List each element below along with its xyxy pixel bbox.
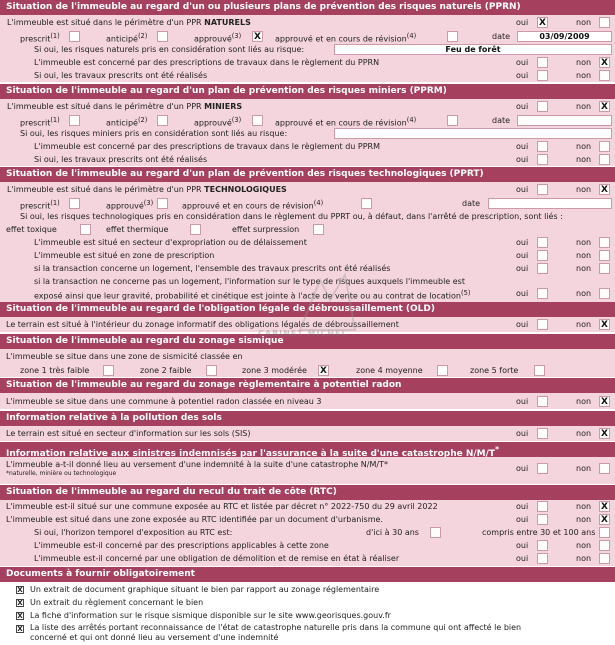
pprt-q2: Si oui, les risques technologiques pris en considération dans le règlement du PPRT ou, à défaut, dans l'arrêté de prescription, sont liés : (20, 212, 563, 221)
pprt-q4-oui-box[interactable] (537, 250, 548, 261)
pprt-q3-non-box[interactable] (599, 237, 610, 248)
rtc-h2-box[interactable] (599, 527, 610, 538)
pprm-prescrit-box[interactable] (69, 115, 80, 126)
pprt-effet-surpression-label: effet surpression (232, 225, 300, 234)
catnat-header (0, 442, 615, 457)
pprn-q3-non-box[interactable]: X (599, 57, 610, 68)
pprt-revision-label: approuvé et en cours de révision$^{(4)}$ (182, 199, 324, 211)
pprt-q4-oui-label: oui (516, 251, 529, 260)
pprm-q1-oui-box[interactable] (537, 101, 548, 112)
rtc-q2-oui-label: oui (516, 515, 529, 524)
pprn-q1-non-label: non (576, 18, 592, 27)
pprt-date-label: date (462, 199, 481, 208)
pprm-anticipe-label: anticipé$^{(2)}$ (106, 116, 148, 128)
pprt-title: Situation de l'immeuble au regard d'un plan de prévention des risques technologiques (PPRT) (6, 169, 484, 179)
pprt-date-field[interactable] (488, 198, 612, 209)
pprn-prescrit-box[interactable] (69, 31, 80, 42)
rtc-q5: L'immeuble est-il concerné par une obligation de démolition et de remise en état à réaliser (34, 554, 400, 563)
catnat-q1: L'immeuble a-t-il donné lieu au versement d'une indemnité à la suite d'une catastrophe N/M/T* (6, 460, 388, 469)
pprn-q4-non-label: non (576, 71, 592, 80)
sis-title: Information relative à la pollution des sols (6, 413, 222, 423)
pprn-q3: L'immeuble est concerné par des prescriptions de travaux dans le règlement du PPRN (34, 58, 380, 67)
pprt-q1: L'immeuble est situé dans le périmètre d'un PPR TECHNOLOGIQUES (7, 185, 287, 194)
sis-q1-non-label: non (576, 429, 592, 438)
pprm-approuve-box[interactable] (252, 115, 263, 126)
pprm-q1-non-box[interactable]: X (599, 101, 610, 112)
pprt-approuve-box[interactable] (157, 198, 168, 209)
pprn-approuve-label: approuvé$^{(3)}$ (194, 32, 242, 44)
catnat-q1-note: *naturelle, minière ou technologique (6, 470, 117, 477)
pprm-q4-non-box[interactable] (599, 154, 610, 165)
pprm-q4-oui-box[interactable] (537, 154, 548, 165)
catnat-q1-non-label: non (576, 464, 592, 473)
rtc-q4-non-box[interactable] (599, 540, 610, 551)
sismicite-z4-box[interactable] (437, 365, 448, 376)
radon-title: Situation de l'immeuble au regard du zonage règlementaire à potentiel radon (6, 380, 402, 390)
pprn-q3-oui-label: oui (516, 58, 529, 67)
pprt-q6-non-box[interactable] (599, 288, 610, 299)
pprt-q5-non-box[interactable] (599, 263, 610, 274)
doc-4-label: La liste des arrêtés portant reconnaissance de l'état de catastrophe naturelle pris dans la commune qui ont affecté le bien (30, 623, 522, 632)
rtc-q5-non-box[interactable] (599, 553, 610, 564)
pprn-q4-non-box[interactable] (599, 70, 610, 81)
pprt-effet-surpression-box[interactable] (313, 224, 324, 235)
pprt-effet-toxique-box[interactable] (80, 224, 91, 235)
pprt-q1-oui-label: oui (516, 185, 529, 194)
pprm-anticipe-box[interactable] (157, 115, 168, 126)
pprm-prescrit-label: prescrit$^{(1)}$ (20, 116, 60, 128)
pprm-title: Situation de l'immeuble au regard d'un plan de prévention des risques miniers (PPRM) (6, 86, 447, 96)
pprt-q1-oui-box[interactable] (537, 184, 548, 195)
sismicite-z3-box[interactable]: X (318, 365, 329, 376)
rtc-q3: Si oui, l'horizon temporel d'exposition au RTC est: (34, 528, 233, 537)
pprt-q6a: si la transaction ne concerne pas un logement, l'information sur le type de risques auxquels l'immeuble est (34, 277, 465, 286)
docs-header (0, 567, 615, 582)
pprt-q4-non-box[interactable] (599, 250, 610, 261)
pprn-q4: Si oui, les travaux prescrits ont été réalisés (34, 71, 208, 80)
pprm-q3-non-label: non (576, 142, 592, 151)
pprm-date-label: date (492, 116, 511, 125)
doc-1-label: Un extrait de document graphique situant le bien par rapport au zonage réglementaire (30, 585, 380, 594)
old-q1-non-box[interactable]: X (599, 319, 610, 330)
pprt-effet-toxique-label: effet toxique (6, 225, 57, 234)
pprt-q4-non-label: non (576, 251, 592, 260)
pprm-q2: Si oui, les risques miniers pris en considération sont liés au risque: (20, 129, 288, 138)
pprn-q3-non-label: non (576, 58, 592, 67)
pprn-approuve-box[interactable]: X (252, 31, 263, 42)
pprn-prescrit-label: prescrit$^{(1)}$ (20, 32, 60, 44)
rtc-q5-oui-box[interactable] (537, 553, 548, 564)
pprn-risk-field[interactable]: Feu de forêt (334, 44, 612, 55)
pprm-q3-oui-label: oui (516, 142, 529, 151)
old-q1: Le terrain est situé à l'intérieur du zonage informatif des obligations légales de débroussaillement (6, 320, 399, 329)
pprn-q3-oui-box[interactable] (537, 57, 548, 68)
pprt-prescrit-label: prescrit$^{(1)}$ (20, 199, 60, 211)
rtc-h1-box[interactable] (430, 527, 441, 538)
pprt-q1-non-box[interactable]: X (599, 184, 610, 195)
pprt-q5: si la transaction concerne un logement, l'ensemble des travaux prescrits ont été réalisés (34, 264, 391, 273)
pprt-q6-non-label: non (576, 289, 592, 298)
radon-q1: L'immeuble se situe dans une commune à potentiel radon classée en niveau 3 (6, 397, 322, 406)
sis-q1-oui-label: oui (516, 429, 529, 438)
sismicite-z1-box[interactable] (103, 365, 114, 376)
pprn-q4-oui-box[interactable] (537, 70, 548, 81)
pprn-q2: Si oui, les risques naturels pris en considération sont liés au risque: (34, 45, 305, 54)
pprn-header (0, 0, 615, 15)
radon-q1-oui-box[interactable] (537, 396, 548, 407)
pprm-q1-non-label: non (576, 102, 592, 111)
radon-header (0, 378, 615, 393)
pprn-revision-label: approuvé et en cours de révision$^{(4)}$ (275, 32, 417, 44)
rtc-q1-oui-label: oui (516, 502, 529, 511)
doc-3-label: La fiche d'information sur le risque sismique disponible sur le site www.georisques.gouv.fr (30, 611, 391, 620)
doc-2-label: Un extrait du règlement concernant le bien (30, 598, 204, 607)
doc-3-checkbox[interactable]: X (17, 612, 23, 620)
catnat-q1-oui-label: oui (516, 464, 529, 473)
rtc-q4-oui-label: oui (516, 541, 529, 550)
rtc-q2-non-box[interactable]: X (599, 514, 610, 525)
sismicite-z5-box[interactable] (534, 365, 545, 376)
doc-2-checkbox[interactable]: X (17, 599, 23, 607)
old-q1-oui-box[interactable] (537, 319, 548, 330)
catnat-q1-non-box[interactable] (599, 463, 610, 474)
rtc-h2-label: compris entre 30 et 100 ans (482, 528, 596, 537)
rtc-title: Situation de l'immeuble au regard du recul du trait de côte (RTC) (6, 487, 337, 497)
watermark-logo (260, 270, 380, 342)
sismicite-z3-label: zone 3 modérée (242, 366, 307, 375)
pprm-q3-non-box[interactable] (599, 141, 610, 152)
pprm-revision-box[interactable] (447, 115, 458, 126)
pprm-date-field[interactable] (517, 115, 612, 126)
pprn-title: Situation de l'immeuble au regard d'un ou plusieurs plans de prévention des risques naturels (PPRN) (6, 2, 521, 12)
sismicite-z2-box[interactable] (206, 365, 217, 376)
pprt-q3: L'immeuble est situé en secteur d'expropriation ou de délaissement (34, 238, 307, 247)
sismicite-z5-label: zone 5 forte (470, 366, 519, 375)
old-q1-non-label: non (576, 320, 592, 329)
pprt-q4: L'immeuble est situé en zone de prescription (34, 251, 215, 260)
sismicite-z1-label: zone 1 très faible (20, 366, 90, 375)
rtc-q1: L'immeuble est-il situé sur une commune exposée au RTC et listée par décret n° 2022-750 du 29 avril 2022 (6, 502, 438, 511)
pprm-revision-label: approuvé et en cours de révision$^{(4)}$ (275, 116, 417, 128)
rtc-q5-oui-label: oui (516, 554, 529, 563)
pprt-q5-non-label: non (576, 264, 592, 273)
docs-title: Documents à fournir obligatoirement (6, 569, 195, 579)
doc-4-label-cont: concerné et qui ont donné lieu au versement d'une indemnité (30, 633, 279, 642)
rtc-q4-non-label: non (576, 541, 592, 550)
rtc-q2: L'immeuble est situé dans une zone exposée au RTC identifiée par un document d'urbanisme. (6, 515, 383, 524)
pprm-approuve-label: approuvé$^{(3)}$ (194, 116, 242, 128)
doc-4-checkbox[interactable]: X (17, 625, 23, 633)
pprt-q5-oui-box[interactable] (537, 263, 548, 274)
pprn-q1-oui-label: oui (516, 18, 529, 27)
pprn-anticipe-label: anticipé$^{(2)}$ (106, 32, 148, 44)
pprm-q1: L'immeuble est situé dans le périmètre d'un PPR MINIERS (7, 102, 243, 111)
pprm-q4-non-label: non (576, 155, 592, 164)
pprt-q6-oui-label: oui (516, 289, 529, 298)
pprt-q5-oui-label: oui (516, 264, 529, 273)
sismicite-z2-label: zone 2 faible (140, 366, 192, 375)
sismicite-z4-label: zone 4 moyenne (356, 366, 423, 375)
pprt-q6b: exposé ainsi que leur gravité, probabilité et cinétique est jointe à l'acte de vente ou au contrat de location$^{(5)}$ (34, 289, 471, 301)
radon-q1-non-box[interactable]: X (599, 396, 610, 407)
pprn-q1-oui-box[interactable]: X (537, 17, 548, 28)
catnat-title: Information relative aux sinistres indemnisés par l'assurance à la suite d'une catastrophe N/M/T* (6, 445, 499, 457)
pprn-q1: L'immeuble est situé dans le périmètre d'un PPR NATURELS (7, 18, 251, 27)
pprn-q4-oui-label: oui (516, 71, 529, 80)
pprt-prescrit-box[interactable] (69, 198, 80, 209)
rtc-q5-non-label: non (576, 554, 592, 563)
pprn-date-field[interactable]: 03/09/2009 (517, 31, 612, 42)
sis-q1-oui-box[interactable] (537, 428, 548, 439)
old-q1-oui-label: oui (516, 320, 529, 329)
rtc-q2-oui-box[interactable] (537, 514, 548, 525)
sis-q1: Le terrain est situé en secteur d'information sur les sols (SIS) (6, 429, 251, 438)
radon-q1-oui-label: oui (516, 397, 529, 406)
rtc-q1-oui-box[interactable] (537, 501, 548, 512)
pprt-q3-oui-box[interactable] (537, 237, 548, 248)
watermark-text: CABINET MICHEL (258, 329, 348, 338)
catnat-q1-oui-box[interactable] (537, 463, 548, 474)
old-title: Situation de l'immeuble au regard de l'obligation légale de débroussaillement (OLD) (6, 304, 436, 314)
pprt-q1-non-label: non (576, 185, 592, 194)
pprn-revision-box[interactable] (447, 31, 458, 42)
pprt-q3-non-label: non (576, 238, 592, 247)
pprt-header (0, 167, 615, 182)
sis-header (0, 411, 615, 426)
pprm-q3: L'immeuble est concerné par des prescriptions de travaux dans le règlement du PPRM (34, 142, 381, 151)
pprt-q3-oui-label: oui (516, 238, 529, 247)
pprt-effet-thermique-box[interactable] (190, 224, 201, 235)
rtc-q2-non-label: non (576, 515, 592, 524)
pprt-approuve-label: approuvé$^{(3)}$ (106, 199, 154, 211)
radon-q1-non-label: non (576, 397, 592, 406)
pprm-q1-oui-label: oui (516, 102, 529, 111)
pprt-revision-box[interactable] (361, 198, 372, 209)
rtc-q4-oui-box[interactable] (537, 540, 548, 551)
pprm-q4-oui-label: oui (516, 155, 529, 164)
pprt-q6-oui-box[interactable] (537, 288, 548, 299)
pprn-date-label: date (492, 32, 511, 41)
sismicite-title: Situation de l'immeuble au regard du zonage sismique (6, 336, 284, 346)
rtc-h1-label: d'ici à 30 ans (366, 528, 419, 537)
pprm-q3-oui-box[interactable] (537, 141, 548, 152)
pprn-anticipe-box[interactable] (157, 31, 168, 42)
pprm-risk-field[interactable] (334, 128, 612, 139)
doc-1-checkbox[interactable]: X (17, 586, 23, 594)
pprn-q1-non-box[interactable] (599, 17, 610, 28)
pprm-q4: Si oui, les travaux prescrits ont été réalisés (34, 155, 208, 164)
rtc-q1-non-label: non (576, 502, 592, 511)
rtc-header (0, 485, 615, 500)
pprm-header (0, 84, 615, 99)
sismicite-q1: L'immeuble se situe dans une zone de sismicité classée en (6, 352, 243, 361)
rtc-q4: L'immeuble est-il concerné par des prescriptions applicables à cette zone (34, 541, 329, 550)
rtc-q1-non-box[interactable]: X (599, 501, 610, 512)
sis-q1-non-box[interactable]: X (599, 428, 610, 439)
pprt-effet-thermique-label: effet thermique (106, 225, 169, 234)
